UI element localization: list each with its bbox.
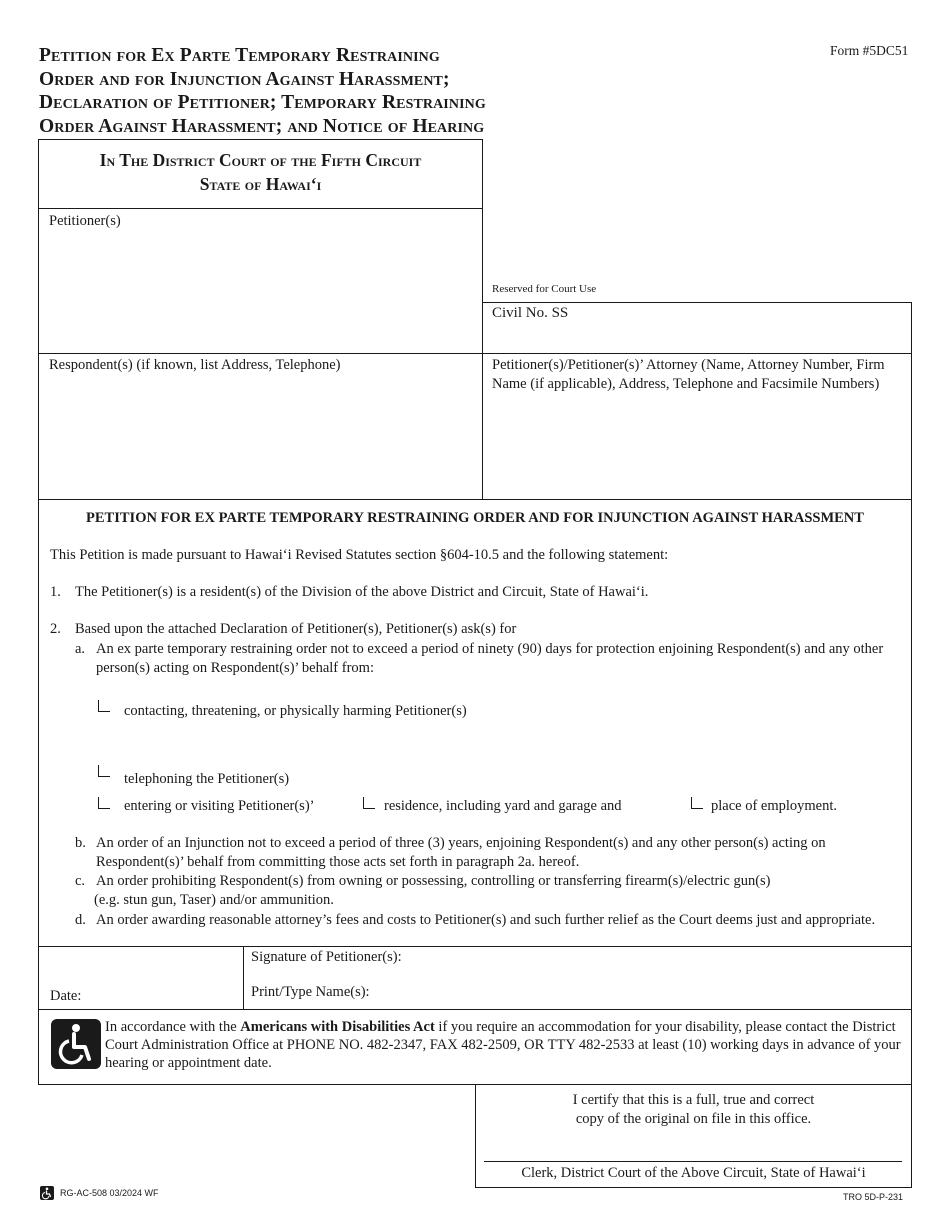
telephoning-option: telephoning the Petitioner(s) (124, 771, 290, 787)
employment-option: place of employment. (711, 798, 838, 814)
form-code-right: TRO 5D-P-231 (843, 1192, 904, 1202)
item-2c-text-cont: (e.g. stun gun, Taser) and/or ammunition. (94, 892, 334, 908)
item-2-number: 2. (50, 621, 61, 637)
residence-option: residence, including yard and garage and (384, 798, 622, 814)
civil-no-label: Civil No. SS (492, 305, 569, 321)
entering-option: entering or visiting Petitioner(s)’ (124, 798, 315, 814)
signature-label: Signature of Petitioner(s): (251, 949, 402, 965)
ada-text (105, 1018, 913, 1072)
petitioner-field[interactable] (38, 208, 483, 354)
item-1-number: 1. (50, 584, 61, 600)
date-label: Date: (50, 988, 82, 1004)
print-name-field[interactable] (384, 981, 899, 1007)
residence-checkbox[interactable] (363, 797, 375, 809)
signature-section (38, 946, 912, 1010)
item-1-text: The Petitioner(s) is a resident(s) of the Division of the above District and Circuit, State of Hawai‘i. (75, 584, 649, 600)
court-header-box (38, 139, 483, 209)
entering-checkbox[interactable] (98, 797, 110, 809)
item-2b-letter: b. (75, 835, 86, 851)
item-2a-text: An ex parte temporary restraining order not to exceed a period of ninety (90) days for protection enjoining Respondent(s) and any other person(s) acting on Respondent(s)’ behalf from: (96, 641, 884, 676)
form-code-left: RG-AC-508 03/2024 WF (60, 1188, 159, 1198)
signature-field[interactable] (419, 949, 899, 975)
item-2d-text: An order awarding reasonable attorney’s fees and costs to Petitioner(s) and such further relief as the Court deems just and appropriate. (96, 912, 876, 928)
form-number: Form #5DC51 (830, 43, 909, 58)
item-2c-letter: c. (75, 873, 86, 889)
petition-intro: This Petition is made pursuant to Hawai‘i Revised Statutes section §604-10.5 and the following statement: (50, 547, 669, 563)
telephoning-checkbox[interactable] (98, 765, 110, 777)
court-name: In The District Court of the Fifth Circuit (99, 150, 422, 170)
contacting-option: contacting, threatening, or physically harming Petitioner(s) (124, 703, 467, 719)
ada-act-name: Americans with Disabilities Act (240, 1019, 435, 1035)
court-state: State of Hawai‘i (199, 174, 322, 194)
ada-rest: if you require an accommodation for your disability, please contact the District Court Administration Office at PHONE NO. 482-2347, FAX 482-2509, OR TTY 482-2533 at least (10) working days in advance of your hearing or appointment date. (105, 1019, 901, 1071)
title-line-4: Order Against Harassment; and Notice of Hearing (39, 115, 485, 137)
contacting-checkbox[interactable] (98, 700, 110, 712)
attorney-field[interactable] (482, 353, 912, 500)
respondent-label: Respondent(s) (if known, list Address, Telephone) (49, 357, 341, 373)
form-title (39, 44, 559, 138)
certify-line-1: I certify that this is a full, true and correct (572, 1092, 815, 1108)
print-name-label: Print/Type Name(s): (251, 984, 370, 1000)
attorney-label: Petitioner(s)/Petitioner(s)’ Attorney (Name, Attorney Number, Firm Name (if applicable), Address, Telephone and Facsimile Numbers) (492, 357, 885, 392)
certify-line-2: copy of the original on file in this office. (575, 1111, 812, 1127)
ada-prefix: In accordance with the (105, 1019, 237, 1035)
petition-title: PETITION FOR EX PARTE TEMPORARY RESTRAINING ORDER AND FOR INJUNCTION AGAINST HARASSMENT (86, 510, 864, 526)
reserved-label: Reserved for Court Use (492, 283, 597, 295)
item-2a-letter: a. (75, 641, 86, 657)
wheelchair-small-icon (40, 1186, 54, 1200)
civil-no-field[interactable] (482, 302, 912, 354)
employment-checkbox[interactable] (691, 797, 703, 809)
petition-section (38, 499, 912, 947)
clerk-label: Clerk, District Court of the Above Circuit, State of Hawai‘i (521, 1165, 866, 1181)
title-line-1: Petition for Ex Parte Temporary Restraining (39, 45, 440, 66)
certification-box (475, 1084, 912, 1188)
title-line-3: Declaration of Petitioner; Temporary Restraining (39, 92, 486, 113)
item-2d-letter: d. (75, 912, 86, 928)
date-field[interactable] (99, 977, 229, 1005)
title-line-2: Order and for Injunction Against Harassment; (39, 68, 450, 90)
wheelchair-icon (51, 1019, 101, 1069)
item-2b-text: An order of an Injunction not to exceed a period of three (3) years, enjoining Respondent(s) and any other person(s) acting on Respondent(s)’ behalf from committing those acts set forth in paragraph 2a. hereof. (96, 835, 826, 870)
petitioner-label: Petitioner(s) (49, 213, 121, 229)
respondent-field[interactable] (38, 353, 483, 500)
item-2-text: Based upon the attached Declaration of Petitioner(s), Petitioner(s) ask(s) for (75, 621, 517, 637)
item-2c-text: An order prohibiting Respondent(s) from owning or possessing, controlling or transferring firearm(s)/electric gun(s) (96, 873, 771, 889)
